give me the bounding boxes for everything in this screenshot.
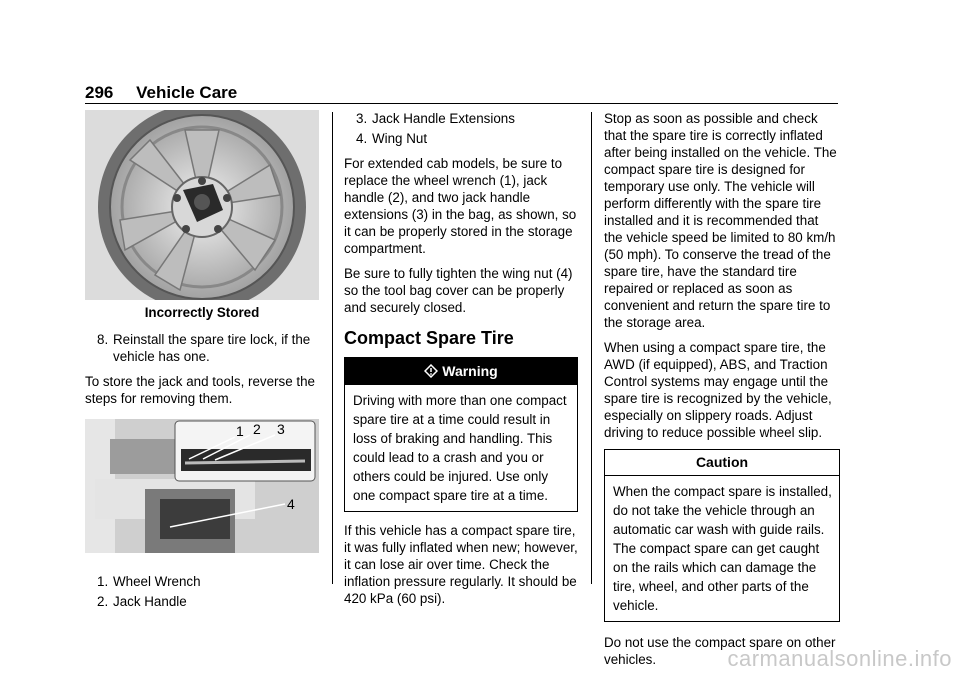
- parts-list-continued: [344, 110, 578, 147]
- caution-box: [604, 449, 840, 622]
- paragraph: Do not use the compact spare on other vehicles.: [604, 635, 836, 667]
- caution-text: When the compact spare is installed, do not take the vehicle through an automatic car wash with guide rails. The compact spare can get caught on the rails which can damage the tire, wheel, and other parts of the vehicle.: [613, 484, 832, 613]
- paragraph: Be sure to fully tighten the wing nut (4) so the tool bag cover can be properly and securely closed.: [344, 266, 573, 315]
- figure-label: 1: [236, 423, 244, 439]
- paragraph: For extended cab models, be sure to replace the wheel wrench (1), jack handle (2), and two jack handle extensions (3) in the bag, as shown, so it can be properly stored in the storage compartment.: [344, 156, 577, 256]
- column-2: [344, 110, 578, 615]
- list-number: 8.: [97, 332, 109, 347]
- column-3: [604, 110, 840, 676]
- paragraph: If this vehicle has a compact spare tire, it was fully inflated when new; however, it can lose air over time. Check the inflation pressure regularly. It should be 420 kPa (60 psi).: [344, 523, 578, 606]
- paragraph: When using a compact spare tire, the AWD (if equipped), ABS, and Traction Control systems may engage until the spare tire is recognized by the vehicle, especially on slippery roads. Adjust driving to reduce possible wheel slip.: [604, 340, 832, 440]
- column-1: [85, 110, 319, 618]
- list-item: [85, 593, 319, 610]
- spare-tire-figure: [85, 110, 319, 300]
- list-number: 3.: [356, 111, 368, 126]
- warning-box: [344, 357, 578, 512]
- watermark: carmanualsonline.info: [727, 646, 952, 671]
- header-rule: [85, 103, 838, 104]
- list-item: [85, 331, 319, 365]
- warning-icon: [424, 364, 438, 378]
- list-text: Reinstall the spare tire lock, if the vehicle has one.: [113, 332, 311, 364]
- list-text: Wheel Wrench: [113, 574, 201, 589]
- figure-label: 4: [287, 496, 295, 512]
- warning-text: Driving with more than one compact spare tire at a time could result in loss of braking and handling. This could lead to a crash and you or others could be injured. Use only one compact spare tire at a time.: [353, 393, 567, 503]
- page-header: [85, 83, 237, 103]
- section-title-header: Vehicle Care: [136, 83, 238, 102]
- list-text: Wing Nut: [372, 131, 428, 146]
- list-number: 2.: [97, 594, 109, 609]
- list-item: [344, 130, 578, 147]
- section-heading: Compact Spare Tire: [344, 328, 514, 348]
- list-text: Jack Handle: [113, 594, 187, 609]
- list-number: 4.: [356, 131, 368, 146]
- list-text: Jack Handle Extensions: [372, 111, 515, 126]
- step-list-8: [85, 331, 319, 365]
- column-divider: [332, 112, 333, 584]
- list-number: 1.: [97, 574, 109, 589]
- figure-label: 2: [253, 421, 261, 437]
- parts-list: [85, 573, 319, 610]
- paragraph: Stop as soon as possible and check that the spare tire is correctly inflated after being installed on the vehicle. The compact spare tire is designed for temporary use only. The vehicle will perform differently with the spare tire installed and it is recommended that the vehicle speed be limited to 80 km/h (50 mph). To conserve the tread of the spare tire, have the standard tire repaired or replaced as soon as convenient and return the spare tire to the storage area.: [604, 111, 837, 330]
- column-divider: [591, 112, 592, 584]
- list-item: [85, 573, 319, 590]
- paragraph: To store the jack and tools, reverse the steps for removing them.: [85, 374, 315, 406]
- warning-header: [345, 358, 577, 385]
- tool-bag-figure: [85, 419, 319, 553]
- caution-title: Caution: [605, 450, 839, 476]
- page-number: 296: [85, 83, 114, 102]
- warning-title: Warning: [442, 363, 498, 379]
- figure-1-caption: Incorrectly Stored: [144, 305, 260, 320]
- figure-label: 3: [277, 421, 285, 437]
- list-item: [344, 110, 578, 127]
